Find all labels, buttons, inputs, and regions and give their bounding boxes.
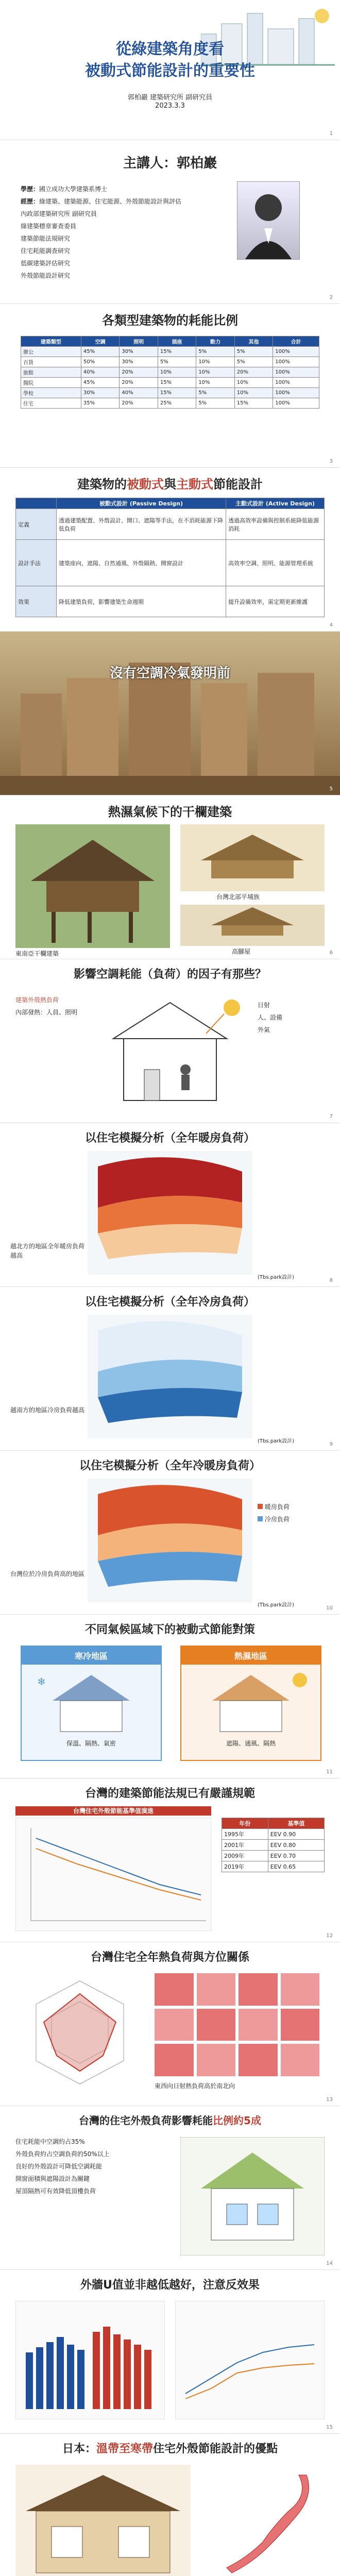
energy-ratio-table bbox=[21, 336, 319, 409]
table-cell: 10% bbox=[158, 367, 196, 378]
list-item: 人、設備 bbox=[258, 1014, 283, 1021]
slide-japan bbox=[0, 2434, 340, 2576]
table-cell: EEV 0.90 bbox=[268, 1829, 324, 1840]
edu-label: 學歷： bbox=[21, 185, 40, 193]
source-note: (Tbs.park設計) bbox=[258, 1438, 295, 1444]
table-cell: EEV 0.70 bbox=[268, 1851, 324, 1861]
table-cell: 10% bbox=[234, 378, 273, 388]
hot-house-icon bbox=[181, 1665, 320, 1737]
table-cell: 100% bbox=[273, 378, 319, 388]
slide-before-ac bbox=[0, 632, 340, 795]
table-cell: 25% bbox=[158, 398, 196, 409]
slide-heading: 沒有空調冷氣發明前 bbox=[109, 666, 230, 681]
slide-heating-map bbox=[0, 1123, 340, 1287]
card-desc: 遮陽、通風、隔熱 bbox=[226, 1740, 276, 1747]
table-row bbox=[222, 1840, 325, 1851]
table-cell: 5% bbox=[196, 398, 234, 409]
table-cell: EEV 0.80 bbox=[268, 1840, 324, 1851]
slide-heading: 不同氣候區域下的被動式節能對策 bbox=[84, 1623, 255, 1636]
page-number: 14 bbox=[326, 2261, 333, 2266]
asia-heating-map bbox=[88, 1151, 252, 1275]
table-header: 空調 bbox=[81, 336, 119, 347]
table-cell: 2009年 bbox=[222, 1851, 268, 1861]
table-cell: 20% bbox=[120, 367, 158, 378]
slide-title bbox=[0, 0, 340, 140]
slide-u-value bbox=[0, 2270, 340, 2434]
legend-item bbox=[258, 1502, 290, 1512]
page-number: 6 bbox=[329, 950, 333, 956]
table-cell: 30% bbox=[81, 388, 119, 398]
table-cell: 5% bbox=[158, 357, 196, 367]
title-highlight: 主動式 bbox=[176, 477, 213, 492]
table-cell: 20% bbox=[120, 378, 158, 388]
stilt-house-photo bbox=[15, 824, 170, 948]
list-item: 住宅耗能中空調約占35% bbox=[15, 2138, 85, 2145]
slide-heading bbox=[0, 2440, 340, 2456]
slide-orientation bbox=[0, 1942, 340, 2106]
source-note: (Tbs.park設計) bbox=[258, 1275, 295, 1280]
table-cell: 10% bbox=[234, 388, 273, 398]
svg-text:❄: ❄ bbox=[37, 1675, 46, 1688]
regulation-line-chart bbox=[15, 1818, 211, 1931]
title-part: 住宅外殼節能設計的優點 bbox=[153, 2443, 278, 2455]
asia-cooling-map bbox=[88, 1315, 252, 1438]
table-cell: 住宅 bbox=[21, 398, 81, 409]
list-item: 住宅耗能調查研究 bbox=[21, 247, 71, 255]
table-header: 年份 bbox=[222, 1818, 268, 1829]
list-item: 外殼負荷約占空調負荷的50%以上 bbox=[15, 2150, 110, 2158]
slide-heading: 以住宅模擬分析（全年冷暖房負荷） bbox=[79, 1460, 261, 1472]
table-cell: 5% bbox=[196, 347, 234, 357]
experience: 綠建築、建築能源、住宅能源、外殼節能設計與評估 bbox=[39, 198, 182, 205]
table-cell: EEV 0.65 bbox=[268, 1861, 324, 1872]
table-cell: 45% bbox=[81, 378, 119, 388]
chart-title: 台灣住宅外殼節能基準值演進 bbox=[15, 1806, 211, 1816]
title-highlight: 被動式 bbox=[127, 477, 164, 492]
table-cell: 5% bbox=[196, 388, 234, 398]
card-desc: 保溫、隔熱、氣密 bbox=[66, 1740, 116, 1747]
slide-heading: 以住宅模擬分析（全年冷房負荷） bbox=[84, 1296, 255, 1309]
table-cell: 透過高效率設備與控制系統降低能源消耗 bbox=[226, 509, 325, 540]
title-part: 日本： bbox=[62, 2443, 96, 2455]
page-number: 13 bbox=[326, 2097, 333, 2103]
row-label: 定義 bbox=[16, 509, 57, 540]
list-item: 建築節能法規研究 bbox=[21, 235, 71, 242]
title-line-2: 被動式節能設計的重要性 bbox=[85, 62, 255, 80]
table-cell: 醫院 bbox=[21, 378, 81, 388]
list-item: 良好的外殼設計可降低空調耗能 bbox=[15, 2163, 103, 2170]
title-highlight: 溫帶至寒帶 bbox=[96, 2443, 153, 2455]
table-cell: 提升設備效率，需定期更新維護 bbox=[226, 586, 325, 617]
asia-combined-map bbox=[88, 1479, 252, 1602]
card-title: 熱濕地區 bbox=[181, 1647, 320, 1665]
exp-label: 經歷： bbox=[21, 198, 40, 205]
page-number: 8 bbox=[329, 1278, 333, 1283]
table-header: 建築類型 bbox=[21, 336, 81, 347]
profile-photo bbox=[237, 181, 300, 260]
table-row bbox=[16, 509, 325, 540]
caption: 高腳屋 bbox=[232, 948, 251, 955]
table-cell: 1995年 bbox=[222, 1829, 268, 1840]
map-note: 台灣位於冷房負荷高的地區 bbox=[10, 1570, 85, 1578]
table-cell: 40% bbox=[81, 367, 119, 378]
table-header: 插座 bbox=[158, 336, 196, 347]
slide-cooling-map bbox=[0, 1287, 340, 1451]
table-header: 動力 bbox=[196, 336, 234, 347]
table-cell: 10% bbox=[196, 357, 234, 367]
title-part: 台灣的住宅外殼負荷影響耗能 bbox=[79, 2114, 213, 2127]
page-number: 12 bbox=[326, 1933, 333, 1939]
u-value-bar-chart bbox=[15, 2301, 165, 2419]
slide-heading bbox=[0, 474, 340, 492]
hot-region-card bbox=[180, 1646, 321, 1761]
list-item: 綠建築標章審查委員 bbox=[21, 223, 77, 230]
table-cell: 透過建築配置、外殼設計、開口、遮陽等手法，在不消耗能源下降低負荷 bbox=[57, 509, 226, 540]
table-cell: 30% bbox=[120, 357, 158, 367]
map-note: 越南方的地區冷房負荷越高 bbox=[10, 1406, 85, 1414]
legend-label: 冷房負荷 bbox=[264, 1516, 290, 1523]
slide-heading: 熱濕氣候下的干欄建築 bbox=[108, 805, 232, 819]
table-row bbox=[21, 378, 319, 388]
table-cell: 20% bbox=[120, 398, 158, 409]
table-cell: 降低建築負荷，影響建築生命週期 bbox=[57, 586, 226, 617]
map-note: 越北方的地區全年暖房負荷越高 bbox=[10, 1243, 85, 1259]
slide-heading: 影響空調耗能（負荷）的因子有那些？ bbox=[73, 968, 266, 981]
chart-note: 東西向日射熱負荷高於南北向 bbox=[155, 2082, 235, 2090]
table-row bbox=[222, 1829, 325, 1840]
envelope-diagram bbox=[180, 2137, 325, 2256]
table-cell: 10% bbox=[196, 378, 234, 388]
title-part: 節能設計 bbox=[213, 477, 263, 492]
slide-passive-active bbox=[0, 468, 340, 632]
page-number: 4 bbox=[329, 622, 333, 628]
legend-label: 暖房負荷 bbox=[264, 1503, 290, 1511]
table-cell: 15% bbox=[234, 398, 273, 409]
table-cell: 15% bbox=[158, 378, 196, 388]
table-cell: 辦公 bbox=[21, 347, 81, 357]
table-header: 被動式設計 (Passive Design) bbox=[57, 498, 226, 509]
table-header: 合計 bbox=[273, 336, 319, 347]
table-header: 照明 bbox=[120, 336, 158, 347]
table-cell: 45% bbox=[81, 347, 119, 357]
slide-stilt-houses bbox=[0, 795, 340, 959]
table-cell: 10% bbox=[196, 367, 234, 378]
table-cell: 100% bbox=[273, 347, 319, 357]
table-cell: 2019年 bbox=[222, 1861, 268, 1872]
table-cell: 15% bbox=[158, 388, 196, 398]
table-row bbox=[21, 398, 319, 409]
u-value-line-chart bbox=[175, 2301, 325, 2419]
slide-envelope-share bbox=[0, 2106, 340, 2270]
slide-speaker bbox=[0, 140, 340, 304]
regulation-table bbox=[222, 1818, 325, 1872]
cold-house-icon bbox=[22, 1665, 161, 1737]
table-cell: 35% bbox=[81, 398, 119, 409]
slide-load-factors bbox=[0, 959, 340, 1123]
table-cell: 50% bbox=[81, 357, 119, 367]
title-highlight: 比例約5成 bbox=[213, 2114, 261, 2127]
slide-energy-ratio bbox=[0, 304, 340, 468]
table-row bbox=[222, 1861, 325, 1872]
list-item: 外殼節能設計研究 bbox=[21, 272, 71, 279]
title-part: 注意反效果 bbox=[202, 2279, 260, 2292]
table-cell: 學校 bbox=[21, 388, 81, 398]
list-item: 內部發熱：人員、照明 bbox=[15, 1009, 78, 1016]
orientation-radar-chart bbox=[21, 1973, 139, 2092]
list-item: 日射 bbox=[258, 1002, 270, 1009]
orientation-grid bbox=[155, 1973, 319, 2076]
caption: 東南亞干欄建築 bbox=[15, 950, 59, 957]
page-number: 10 bbox=[326, 1605, 333, 1611]
table-cell: 100% bbox=[273, 357, 319, 367]
page-number: 2 bbox=[329, 295, 333, 300]
author-line: 郭柏巖 建築研究所 副研究員 bbox=[127, 94, 213, 101]
card-title: 寒冷地區 bbox=[22, 1647, 161, 1665]
list-item: 開窗面積與遮陽設計為關鍵 bbox=[15, 2175, 90, 2182]
table-cell: 40% bbox=[120, 388, 158, 398]
person-icon bbox=[237, 182, 299, 259]
title-part: 與 bbox=[164, 477, 176, 492]
page-number: 11 bbox=[326, 1769, 333, 1775]
legend-item bbox=[258, 1515, 290, 1524]
table-header: 基準值 bbox=[268, 1818, 324, 1829]
table-cell: 5% bbox=[234, 357, 273, 367]
table-cell: 2001年 bbox=[222, 1840, 268, 1851]
tall-house-drawing bbox=[180, 905, 325, 946]
slide-combined-map bbox=[0, 1451, 340, 1615]
japan-map bbox=[206, 2465, 325, 2576]
table-cell: 100% bbox=[273, 398, 319, 409]
ancient-city-photo bbox=[0, 632, 340, 795]
table-cell: 20% bbox=[234, 367, 273, 378]
slide-regulation bbox=[0, 1778, 340, 1942]
aboriginal-house-drawing bbox=[180, 824, 325, 891]
house-load-diagram bbox=[93, 992, 247, 1111]
japanese-house-illustration bbox=[15, 2465, 191, 2576]
title-part: 外牆U值並非越低越好， bbox=[80, 2279, 203, 2292]
passive-active-table bbox=[15, 498, 325, 617]
page-number: 9 bbox=[329, 1442, 333, 1447]
caption: 台灣北部平埔族 bbox=[216, 893, 260, 901]
slide-heading: 各類型建築物的耗能比例 bbox=[102, 313, 238, 328]
page-number: 3 bbox=[329, 459, 333, 464]
table-row bbox=[21, 347, 319, 357]
slide-heading bbox=[0, 2112, 340, 2127]
education: 國立成功大學建築系博士 bbox=[39, 185, 108, 193]
date: 2023.3.3 bbox=[155, 102, 185, 110]
row-label: 設計手法 bbox=[16, 540, 57, 586]
source-note: (Tbs.park設計) bbox=[258, 1602, 295, 1608]
table-cell: 15% bbox=[158, 347, 196, 357]
table-row bbox=[21, 388, 319, 398]
table-row bbox=[16, 586, 325, 617]
table-header bbox=[16, 498, 57, 509]
table-cell: 旅館 bbox=[21, 367, 81, 378]
list-item: 內政部建築研究所 副研究員 bbox=[21, 210, 97, 217]
slide-climate-strategies bbox=[0, 1615, 340, 1778]
table-cell: 100% bbox=[273, 367, 319, 378]
page-number: 1 bbox=[329, 131, 333, 137]
table-cell: 100% bbox=[273, 388, 319, 398]
table-row bbox=[222, 1851, 325, 1861]
table-cell: 建築座向、遮陽、自然通風、外殼隔熱、開窗設計 bbox=[57, 540, 226, 586]
table-cell: 30% bbox=[120, 347, 158, 357]
list-item: 低碳建築評估研究 bbox=[21, 260, 71, 267]
table-row bbox=[16, 540, 325, 586]
table-header: 主動式設計 (Active Design) bbox=[226, 498, 325, 509]
table-row bbox=[21, 357, 319, 367]
slide-heading: 主講人：郭柏巖 bbox=[123, 156, 217, 171]
slide-heading: 台灣住宅全年熱負荷與方位關係 bbox=[90, 1951, 249, 1964]
table-row bbox=[21, 367, 319, 378]
slide-heading: 台灣的建築節能法規已有嚴謹規範 bbox=[84, 1787, 255, 1800]
slide-heading: 以住宅模擬分析（全年暖房負荷） bbox=[84, 1132, 255, 1145]
table-cell: 百貨 bbox=[21, 357, 81, 367]
cold-region-card bbox=[21, 1646, 162, 1761]
list-item: 屋頂隔熱可有效降低頂樓負荷 bbox=[15, 2188, 96, 2195]
page-number: 15 bbox=[326, 2425, 333, 2430]
slide-heading bbox=[0, 2276, 340, 2292]
title-part: 建築物的 bbox=[77, 477, 127, 492]
table-cell: 高效率空調、照明、能源管理系統 bbox=[226, 540, 325, 586]
table-header: 其他 bbox=[234, 336, 273, 347]
list-item: 建築外殼熱負荷 bbox=[15, 996, 59, 1004]
list-item: 外氣 bbox=[258, 1026, 270, 1033]
title-line-1: 從綠建築角度看 bbox=[116, 40, 224, 58]
table-cell: 5% bbox=[234, 347, 273, 357]
page-number: 5 bbox=[329, 786, 333, 792]
page-number: 7 bbox=[329, 1114, 333, 1120]
row-label: 效果 bbox=[16, 586, 57, 617]
